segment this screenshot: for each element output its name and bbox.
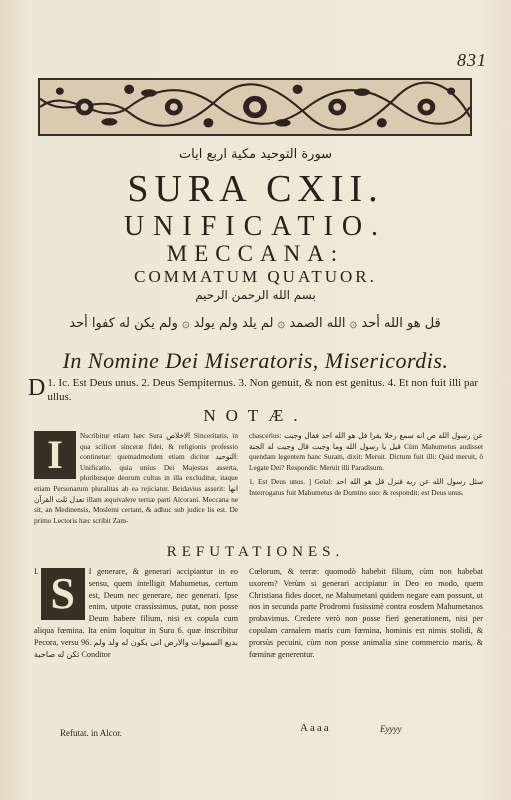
notes-right-text: chascerius: عن رسول الله ص انه سمع رجلا يقرا قل هو الله احد فقال وجبت قيل يا رسول الله وما وجبت قال وجبت له الجنة Cùm Mahumetus audisset quendam legentem hanc Suram, dixit: Meruit. Dictum fuit illi: Quid meruit, ô Legate Dei? Respondit: Meruit illi Paradisum. — [249, 431, 483, 472]
arabic-sura-title: سورة التوحيد مكية اربع ايات — [178, 147, 333, 162]
initial-letter-s: S — [50, 569, 76, 618]
decorated-initial-s — [41, 568, 85, 620]
decorated-initial — [34, 431, 76, 479]
arabic-basmala: بسم الله الرحمن الرحيم — [195, 288, 316, 302]
verse-number: 1. — [47, 377, 56, 389]
footer-signature-mark: Aaaa — [300, 722, 331, 734]
initial-letter: I — [47, 432, 63, 477]
notes-right-text-2: 1. Est Deus unus. ] Gelal: سئل رسول الله عن ربه فنزل قل هو الله احد Interrogatus fuit Mahumetus de Domino suo: & respondit: est Deus unus. — [249, 477, 483, 497]
verse-dropcap: D — [28, 375, 46, 401]
refutation-left-column — [34, 566, 238, 660]
refutationes-heading: REFUTATIONES. — [166, 544, 345, 560]
latin-verse-translation — [28, 376, 478, 404]
floral-ornament-icon — [40, 80, 470, 134]
refutation-number: I. — [34, 567, 39, 576]
latin-invocation: In Nomine Dei Miseratoris, Misericordis. — [62, 348, 449, 373]
page-number: 831 — [457, 50, 487, 70]
verse-count: COMMATUM QUATUOR. — [134, 267, 377, 286]
sura-title: SURA CXII. — [127, 168, 384, 210]
notae-heading: NOTÆ. — [203, 406, 308, 425]
notes-left-column — [34, 431, 238, 526]
verse-latin-text: Ic. Est Deus unus. 2. Deus Sempiternus. 3. Non genuit, & non est genitus. 4. Et non fuit illi par ullus. — [47, 377, 479, 403]
sura-name: UNIFICATIO. — [123, 211, 388, 242]
refutation-right-column — [249, 566, 483, 660]
arabic-verse-text: قل هو الله أحد ۞ الله الصمد ۞ لم يلد ولم يولد ۞ ولم يكن له كفوا أحد — [69, 316, 441, 331]
refutation-right-text: Cœlorum, & terræ: quomodò habebit filium, cùm non habebat uxorem? Verùm si generari accipiatur in Deo eo modo, quem Christiana fides docet, ne Mahumetani quidem negare eam possunt, ut nos in secunda parte Prodromi fusissimè contra eosdem Mahumetanos probavimus. Credere verò non posse fieri generationem, nisi per copulam carnalem maris cum fœmina, hominis est nimis stolidi, & prorsùs pecuini, cùm non posse animalia sine commercio maris, & fœminæ generentur. — [249, 567, 483, 659]
ornamental-headpiece — [38, 78, 472, 136]
refutation-left-text: I generare, & generari accipiantur in eo sensu, quem intelligit Mahumetus, certum est, Deum nec generare, nec generari. Ipse enim, utpote crassissimus, putat, non posse Deum habere filium, nisi ex copula cum aliqua fœmina. Ita enim loquitur in Sura 6. quæ inscribitur Pecora, versu 96. بديع السموات والارض انى يكون له ولد ولم تكن له صاحبة Conditor — [34, 567, 239, 659]
notes-right-column — [249, 431, 483, 499]
notes-left-text: Nscribitur etiam hæc Sura الاخلاص Sinceritatis, in qua scilicet sinceræ fidei, & religionis professio continetur: quemadmodum etiam dicitur التوحيد: Unificatio, quia unius Dei Majestas asserta, pluribusque deorum cultus in illa excluditur, itaque etiam Personarum pluralitas ab ea rejiciatur. Beidavius asserit: انها تعدل ثلث القرآن illam æquivalere tertiæ parti Alcorani. Meccana ne sit, an Medinensis, Moslemi certant, & adhuc sub judice lis est. De primo Lectoris hæc scribit Zam- — [34, 431, 239, 525]
footer-catchword-ref: Refutat. in Alcor. — [60, 728, 122, 738]
footer-catchword: Eyyyy — [380, 724, 402, 734]
sura-origin: MECCANA: — [166, 241, 345, 266]
